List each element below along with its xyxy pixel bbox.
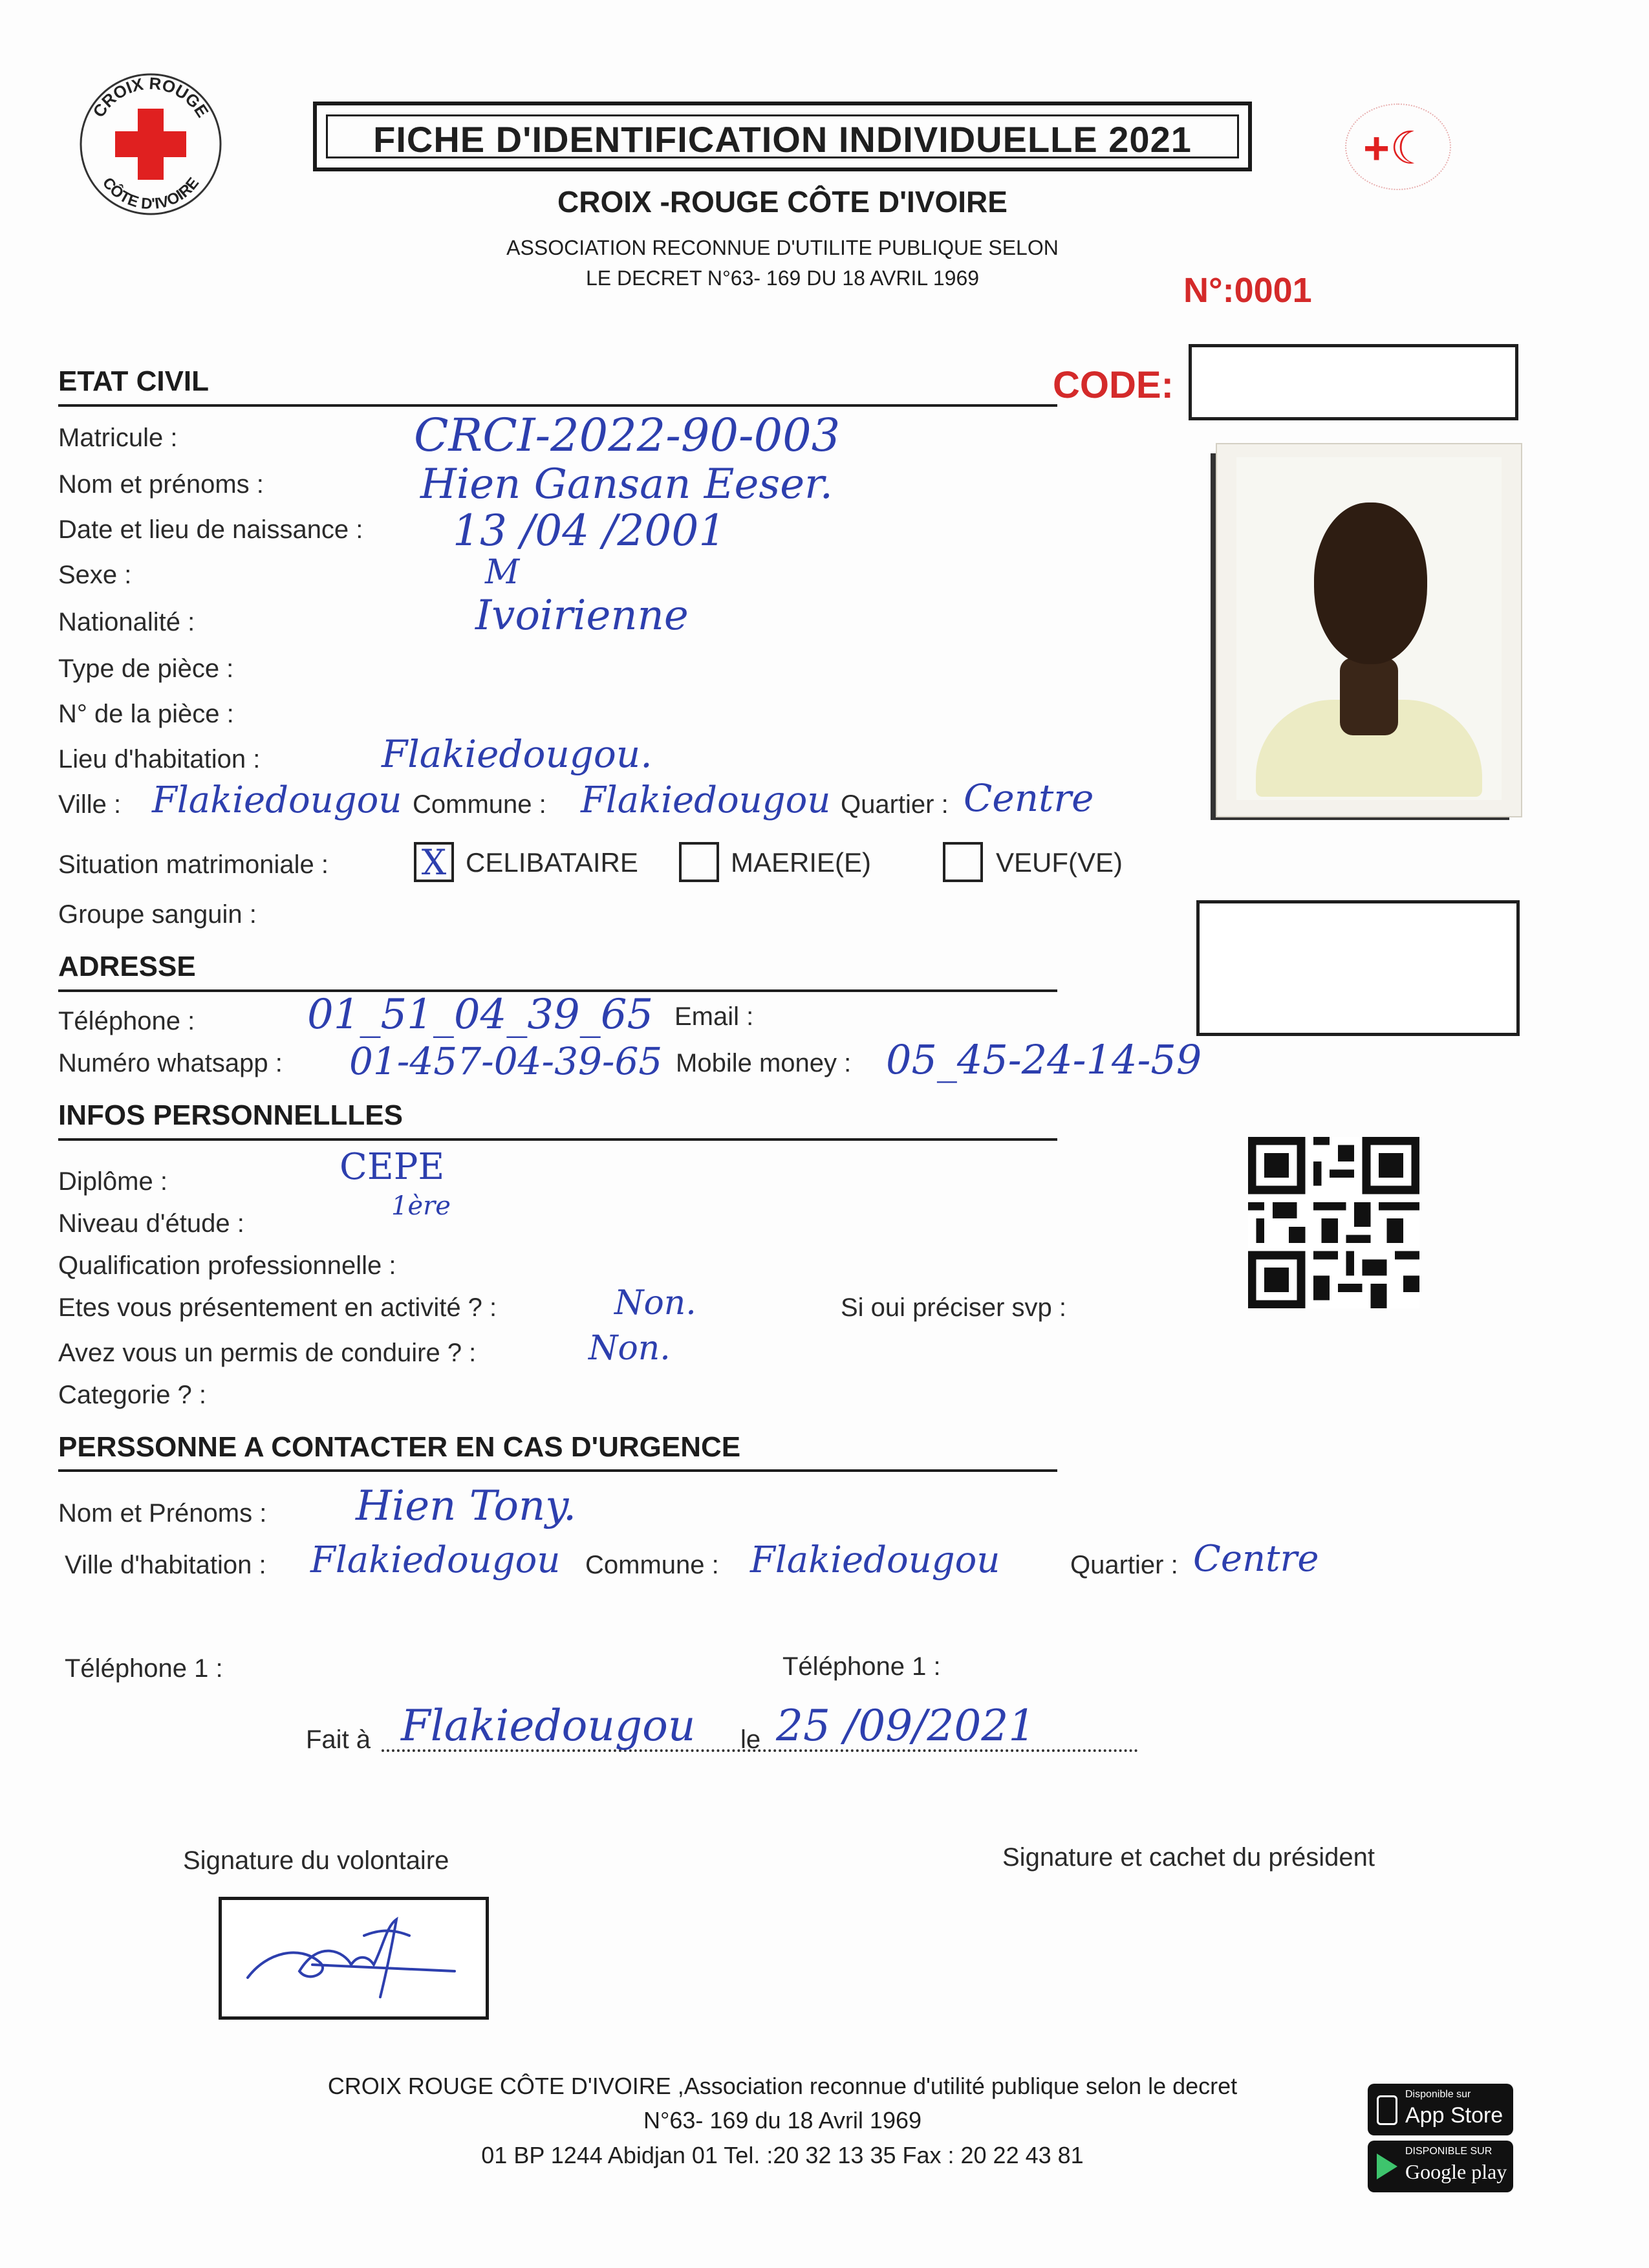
google-play-badge[interactable] <box>1368 2141 1513 2192</box>
permis-label: Avez vous un permis de conduire ? : <box>58 1339 477 1367</box>
celibataire-option-label: CELIBATAIRE <box>466 847 638 878</box>
section-etat-civil: ETAT CIVIL <box>58 365 210 397</box>
play-icon <box>1377 2154 1397 2179</box>
photo-neck <box>1340 658 1398 735</box>
footer-line-2: N°63- 169 du 18 Avril 1969 <box>643 2107 922 2133</box>
veuf-option-label: VEUF(VE) <box>996 847 1123 878</box>
volunteer-signature <box>222 1900 486 2016</box>
footer-line-1: CROIX ROUGE CÔTE D'IVOIRE ,Association reconnue d'utilité publique selon le decret <box>327 2073 1238 2099</box>
lieu-habitation-label: Lieu d'habitation : <box>58 745 261 773</box>
naissance-value[interactable]: 13 /04 /2001 <box>453 506 726 556</box>
logo-top-text: CROIX ROUGE <box>89 73 213 121</box>
qr-code <box>1248 1137 1419 1308</box>
form-number: N°:0001 <box>1183 271 1312 310</box>
red-cross-crescent-emblem <box>1345 103 1449 188</box>
ville-value[interactable]: Flakiedougou <box>152 779 402 821</box>
code-label: CODE: <box>1053 364 1174 406</box>
celibataire-checkbox[interactable] <box>414 842 454 882</box>
nationalite-value[interactable]: Ivoirienne <box>475 592 689 640</box>
logo-bottom-text: CÔTE D'IVOIRE <box>98 174 203 213</box>
urgence-telephone1-label: Téléphone 1 : <box>65 1654 223 1683</box>
marie-option-label: MAERIE(E) <box>731 847 872 878</box>
ville-label: Ville : <box>58 790 122 819</box>
urgence-commune-value[interactable]: Flakiedougou <box>750 1539 1000 1581</box>
app-store-small-text: Disponible sur <box>1405 2089 1471 2100</box>
signature-volontaire-box[interactable] <box>219 1897 489 2020</box>
emblem-text: +☾ <box>1363 123 1430 173</box>
svg-text:CÔTE D'IVOIRE <box>99 174 202 213</box>
type-piece-label: Type de pièce : <box>58 654 234 683</box>
urgence-ville-value[interactable]: Flakiedougou <box>310 1539 561 1581</box>
app-store-badge[interactable] <box>1368 2084 1513 2135</box>
divider <box>58 1138 1057 1141</box>
app-store-label: App Store <box>1405 2103 1503 2128</box>
commune-value[interactable]: Flakiedougou <box>581 779 831 821</box>
divider <box>58 404 1057 407</box>
apple-icon <box>1377 2095 1397 2125</box>
signature-president-label: Signature et cachet du président <box>1002 1843 1375 1872</box>
matricule-value[interactable]: CRCI-2022-90-003 <box>414 409 841 462</box>
check-mark: X <box>421 842 447 883</box>
photo-face <box>1314 502 1427 664</box>
code-field[interactable] <box>1189 344 1518 420</box>
telephone-value[interactable]: 01_51_04_39_65 <box>307 991 654 1039</box>
nom-label: Nom et prénoms : <box>58 470 264 499</box>
urgence-nom-value[interactable]: Hien Tony. <box>356 1482 577 1530</box>
mobile-money-label: Mobile money : <box>676 1049 852 1077</box>
divider <box>58 1469 1057 1472</box>
org-subtitle-2: LE DECRET N°63- 169 DU 18 AVRIL 1969 <box>585 266 980 290</box>
veuf-checkbox[interactable] <box>943 842 983 882</box>
quartier-value[interactable]: Centre <box>964 776 1094 820</box>
google-play-small-text: DISPONIBLE SUR <box>1405 2146 1493 2157</box>
commune-label: Commune : <box>413 790 546 819</box>
niveau-label: Niveau d'étude : <box>58 1209 244 1238</box>
quartier-label: Quartier : <box>841 790 949 819</box>
signature-volontaire-label: Signature du volontaire <box>183 1846 449 1875</box>
nationalite-label: Nationalité : <box>58 608 195 636</box>
section-urgence: PERSSONNE A CONTACTER EN CAS D'URGENCE <box>58 1431 741 1463</box>
marie-checkbox[interactable] <box>679 842 719 882</box>
urgence-quartier-value[interactable]: Centre <box>1193 1538 1319 1580</box>
title-box <box>313 102 1252 171</box>
email-label: Email : <box>674 1002 754 1031</box>
section-infos-personnelles: INFOS PERSONNELLLES <box>58 1099 403 1131</box>
fait-a-label: Fait à <box>306 1725 371 1754</box>
footer-line-3: 01 BP 1244 Abidjan 01 Tel. :20 32 13 35 Fax : 20 22 43 81 <box>481 2142 1084 2168</box>
org-name: CROIX -ROUGE CÔTE D'IVOIRE <box>557 185 1008 219</box>
qr-code-icon <box>1248 1137 1419 1308</box>
diplome-label: Diplôme : <box>58 1167 167 1196</box>
groupe-sanguin-field[interactable] <box>1196 900 1520 1036</box>
croix-rouge-ci-logo <box>76 70 225 219</box>
whatsapp-value[interactable]: 01-457-04-39-65 <box>349 1039 663 1083</box>
urgence-commune-label: Commune : <box>585 1551 719 1579</box>
google-play-label: Google play <box>1405 2160 1507 2183</box>
sexe-value[interactable]: M <box>485 553 520 592</box>
mobile-money-value[interactable]: 05_45-24-14-59 <box>886 1036 1202 1083</box>
lieu-habitation-value[interactable]: Flakiedougou. <box>382 732 652 776</box>
naissance-label: Date et lieu de naissance : <box>58 515 363 544</box>
niveau-value[interactable]: 1ère <box>391 1191 451 1221</box>
preciser-label: Si oui préciser svp : <box>841 1293 1067 1322</box>
id-photo <box>1216 443 1522 817</box>
urgence-telephone2-label: Téléphone 1 : <box>782 1652 941 1681</box>
diplome-value[interactable]: CEPE <box>339 1146 445 1188</box>
urgence-quartier-label: Quartier : <box>1070 1551 1178 1579</box>
urgence-nom-label: Nom et Prénoms : <box>58 1499 267 1528</box>
permis-value[interactable]: Non. <box>588 1329 671 1368</box>
categorie-label: Categorie ? : <box>58 1381 207 1409</box>
sexe-label: Sexe : <box>58 561 132 589</box>
form-title: FICHE D'IDENTIFICATION INDIVIDUELLE 2021 <box>373 119 1192 160</box>
activite-label: Etes vous présentement en activité ? : <box>58 1293 497 1322</box>
section-adresse: ADRESSE <box>58 951 196 982</box>
situation-label: Situation matrimoniale : <box>58 850 329 879</box>
activite-value[interactable]: Non. <box>614 1284 696 1323</box>
groupe-sanguin-label: Groupe sanguin : <box>58 900 257 929</box>
date-value[interactable]: 25 /09/2021 <box>776 1701 1036 1751</box>
whatsapp-label: Numéro whatsapp : <box>58 1049 283 1077</box>
org-subtitle-1: ASSOCIATION RECONNUE D'UTILITE PUBLIQUE SELON <box>506 236 1059 259</box>
urgence-ville-label: Ville d'habitation : <box>65 1551 266 1579</box>
fait-a-value[interactable]: Flakiedougou <box>401 1701 696 1751</box>
telephone-label: Téléphone : <box>58 1007 195 1035</box>
num-piece-label: N° de la pièce : <box>58 700 234 728</box>
matricule-label: Matricule : <box>58 424 178 452</box>
nom-value[interactable]: Hien Gansan Eeser. <box>420 460 833 508</box>
qualification-label: Qualification professionnelle : <box>58 1251 396 1280</box>
date-le-label: le <box>740 1725 761 1754</box>
